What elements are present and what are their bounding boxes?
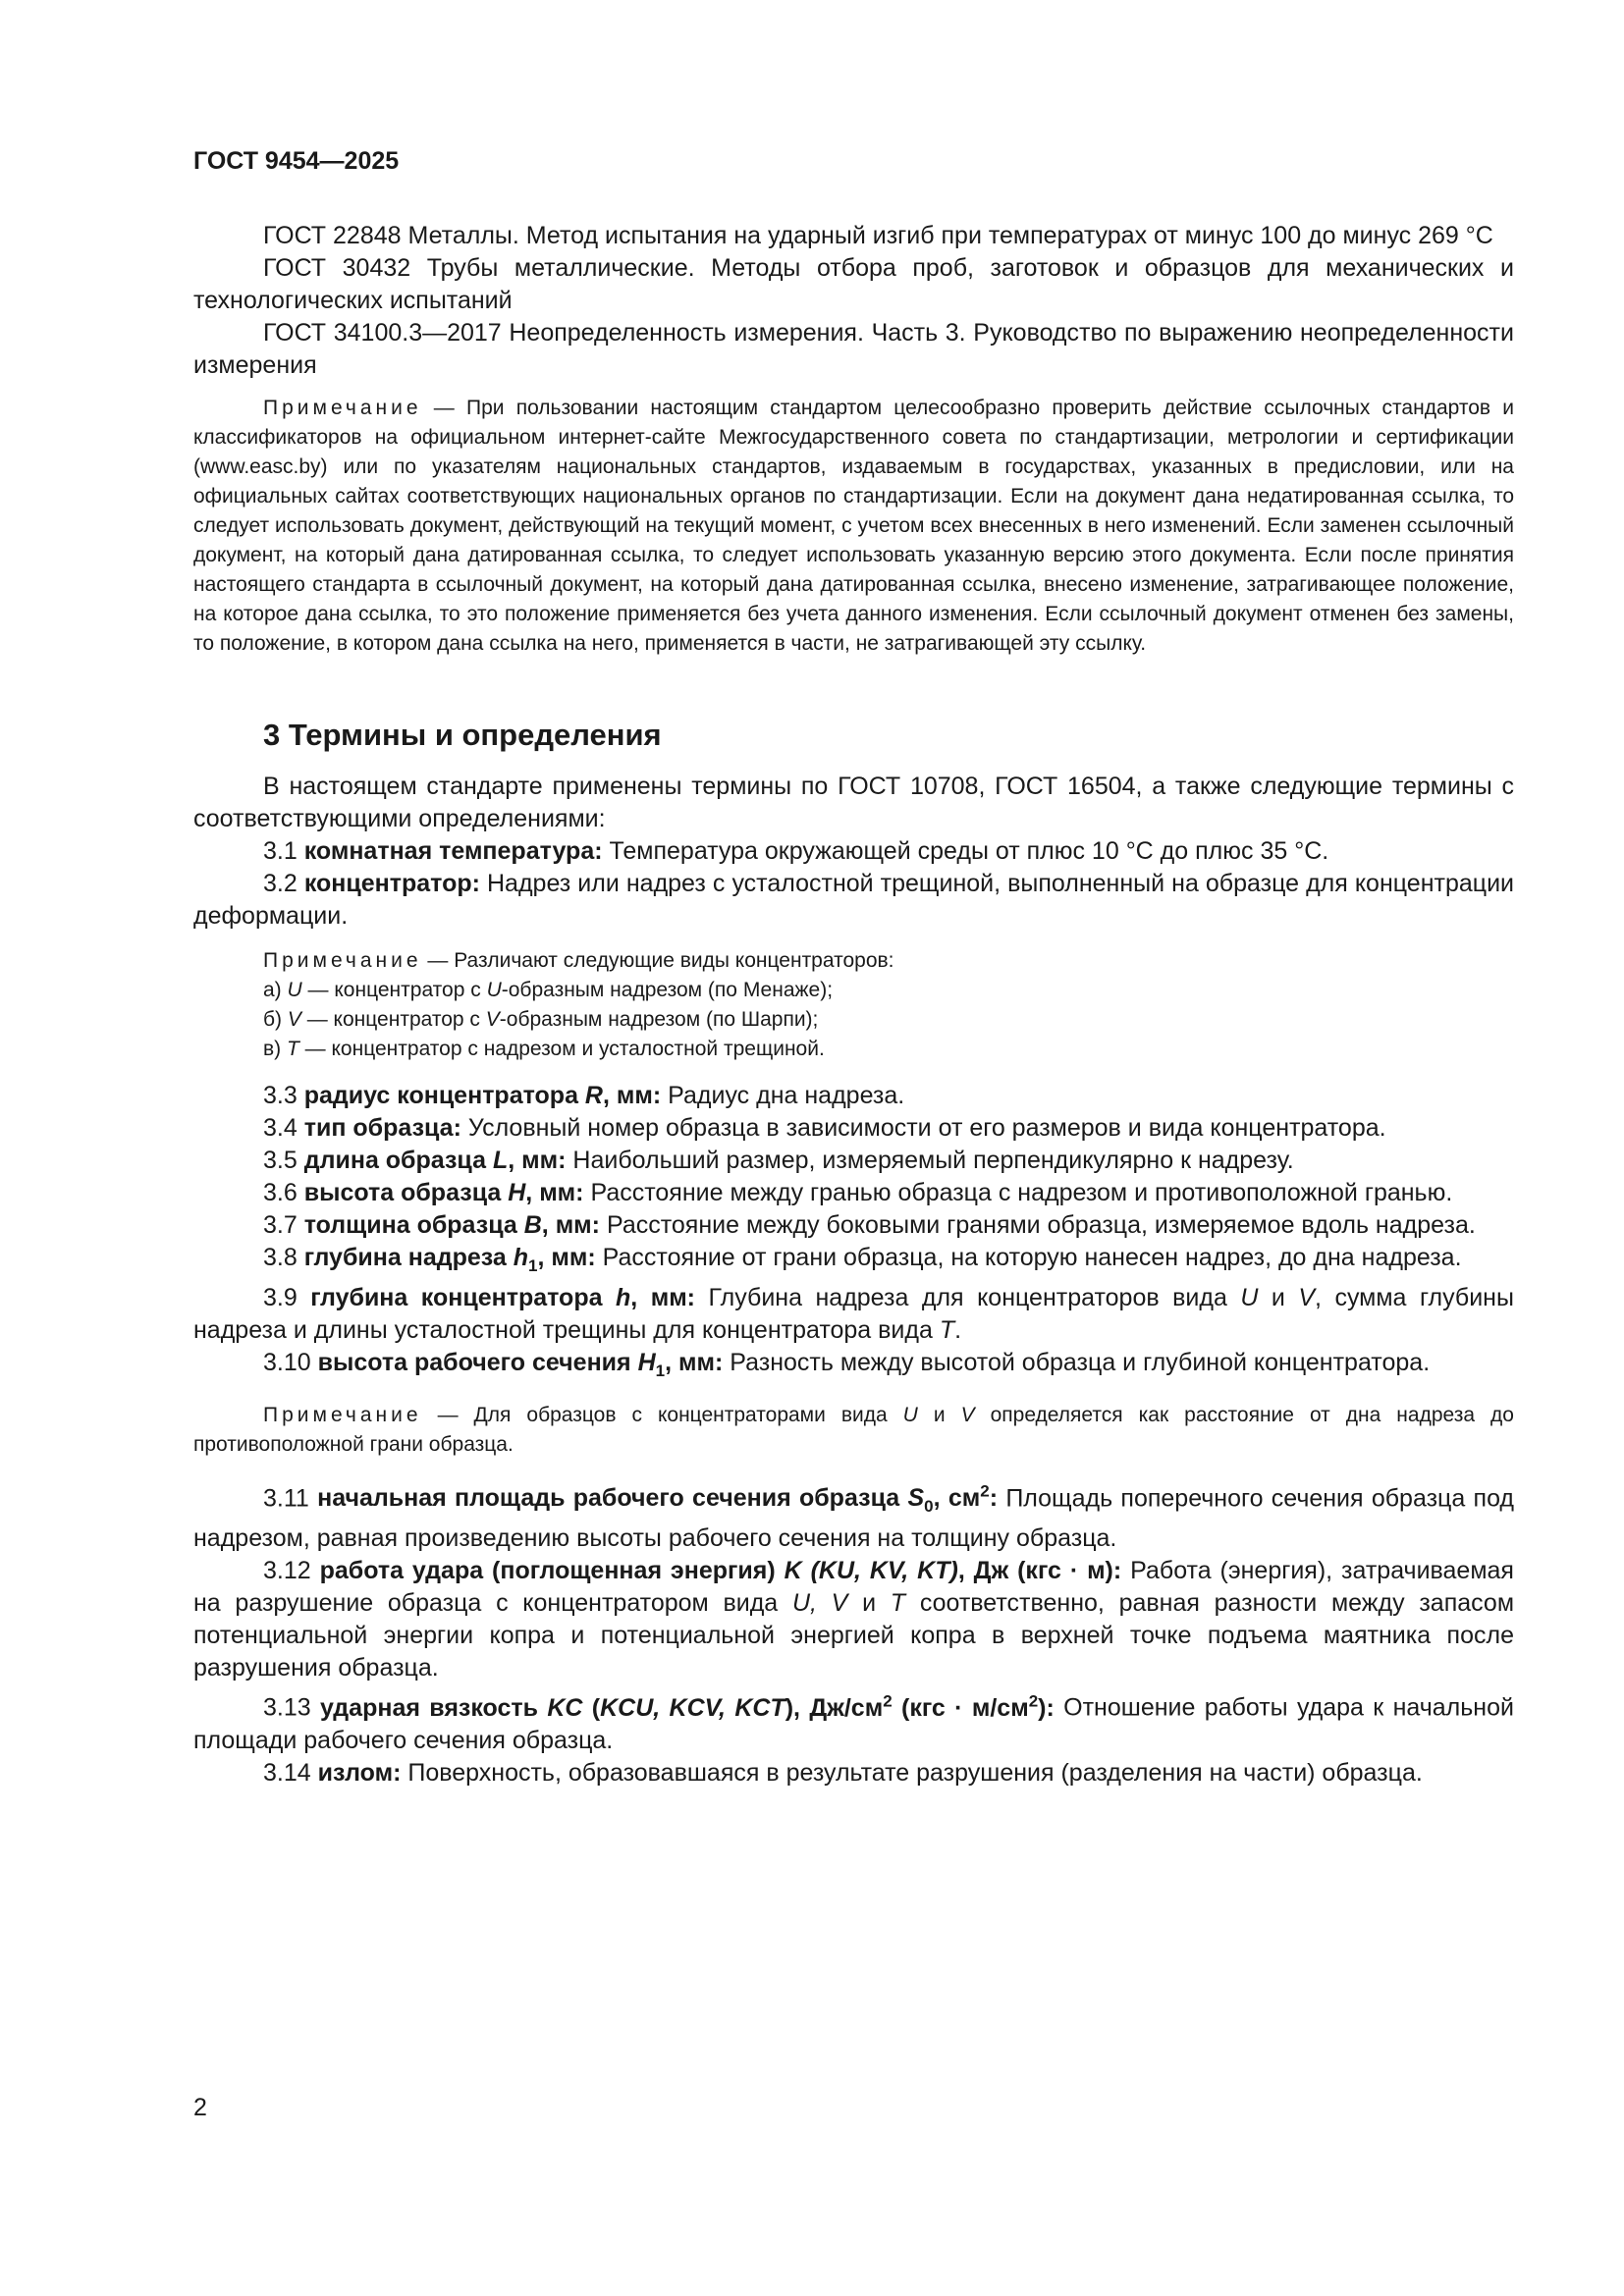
section-3-intro: В настоящем стандарте применены термины по ГОСТ 10708, ГОСТ 16504, а также следующие термины с соответствующими определениями:: [193, 773, 1514, 832]
reference-gost-30432: ГОСТ 30432 Трубы металлические. Методы отбора проб, заготовок и образцов для механических и технологических испытаний: [193, 254, 1514, 314]
term-3-11: 3.11 начальная площадь рабочего сечения образца $S_0$, $см^2$: Площадь поперечного сечения образца под надрезом, равная произведению высоты рабочего сечения на толщину образца.: [193, 1482, 1515, 1553]
document-page: [193, 147, 1514, 1789]
term-3-2: 3.2 концентратор: Надрез или надрез с усталостной трещиной, выполненный на образце для концентрации деформации.: [193, 870, 1515, 930]
page-number: 2: [193, 2094, 207, 2121]
note-item-b: б) V — концентратор с V-образным надрезом (по Шарпи);: [263, 1008, 819, 1031]
term-3-3: 3.3 радиус концентратора R, мм: Радиус дна надреза.: [263, 1082, 905, 1109]
term-3-14: 3.14 излом: Поверхность, образовавшаяся в результате разрушения (разделения на части) образца.: [263, 1758, 1423, 1787]
note-item-c: в) Т — концентратор с надрезом и усталостной трещиной.: [263, 1038, 825, 1060]
section-3-title: 3 Термины и определения: [263, 718, 662, 752]
term-3-7: 3.7 толщина образца B, мм: Расстояние между боковыми гранями образца, измеряемое вдоль надреза.: [263, 1211, 1476, 1239]
term-3-10: 3.10 высота рабочего сечения $H_1$, мм: Разность между высотой образца и глубиной концентратора.: [263, 1349, 1431, 1380]
reference-gost-22848: ГОСТ 22848 Металлы. Метод испытания на ударный изгиб при температурах от минус 100 до минус 269 °С: [263, 222, 1493, 249]
term-3-5: 3.5 длина образца L, мм: Наибольший размер, измеряемый перпендикулярно к надрезу.: [263, 1147, 1294, 1174]
term-3-4: 3.4 тип образца: Условный номер образца в зависимости от его размеров и вида концентратора.: [263, 1114, 1386, 1142]
note-references: Примечание — При пользовании настоящим стандартом целесообразно проверить действие ссылочных стандартов и классификаторов на официальном интернет-сайте Межгосударственного совета по стандартизации, метрологии и сертификации (www.easc.by) или по указателям национальных стандартов, издаваемым в государствах, указанных в предисловии, или на официальных сайтах соответствующих национальных органов по стандартизации. Если на документ дана недатированная ссылка, то следует использовать документ, действующий на текущий момент, с учетом всех внесенных в него изменений. Если заменен ссылочный документ, на который дана датированная ссылка, то следует использовать указанную версию этого документа. Если после принятия настоящего стандарта в ссылочный документ, на который дана датированная ссылка, внесено изменение, затрагивающее положение, на которое дана ссылка, то это положение применяется без учета данного изменения. Если ссылочный документ отменен без замены, то положение, в котором дана ссылка на него, применяется в части, не затрагивающей эту ссылку.: [193, 397, 1514, 655]
reference-gost-34100: ГОСТ 34100.3—2017 Неопределенность измерения. Часть 3. Руководство по выражению неопределенности измерения: [193, 319, 1514, 379]
document-header: ГОСТ 9454—2025: [193, 147, 400, 175]
note-concentrators: Примечание — Различают следующие виды концентраторов:: [263, 949, 894, 972]
term-3-12: 3.12 работа удара (поглощенная энергия) K (KU, KV, KT), Дж (кгс · м): Работа (энергия), затрачиваемая на разрушение образца с концентратором вида U, V и Т соответственно, равная разности между запасом потенциальной энергии копра и потенциальной энергией копра в верхней точке подъема маятника после разрушения образца.: [193, 1557, 1515, 1682]
note-item-a: а) U — концентратор с U-образным надрезом (по Менаже);: [263, 979, 834, 1001]
term-3-8: 3.8 глубина надреза $h_1$, мм: Расстояние от грани образца, на которую нанесен надрез, до дна надреза.: [263, 1244, 1462, 1275]
term-3-9: 3.9 глубина концентратора h, мм: Глубина надреза для концентраторов вида U и V, сумма глубины надреза и длины усталостной трещины для концентратора вида Т.: [193, 1284, 1514, 1344]
term-3-1: 3.1 комнатная температура: Температура окружающей среды от плюс 10 °С до плюс 35 °С.: [263, 837, 1329, 865]
term-3-13: 3.13 ударная вязкость KC (KCU, KCV, KCT), $Дж/см^2$ $(кгс \cdot м/см^2)$: Отношение работы удара к начальной площади рабочего сечения образца.: [193, 1691, 1514, 1754]
note-working-section: Примечание — Для образцов с концентраторами вида U и V определяется как расстояние от дна надреза до противоположной грани образца.: [193, 1404, 1514, 1456]
term-3-6: 3.6 высота образца H, мм: Расстояние между гранью образца с надрезом и противоположной гранью.: [263, 1179, 1453, 1206]
